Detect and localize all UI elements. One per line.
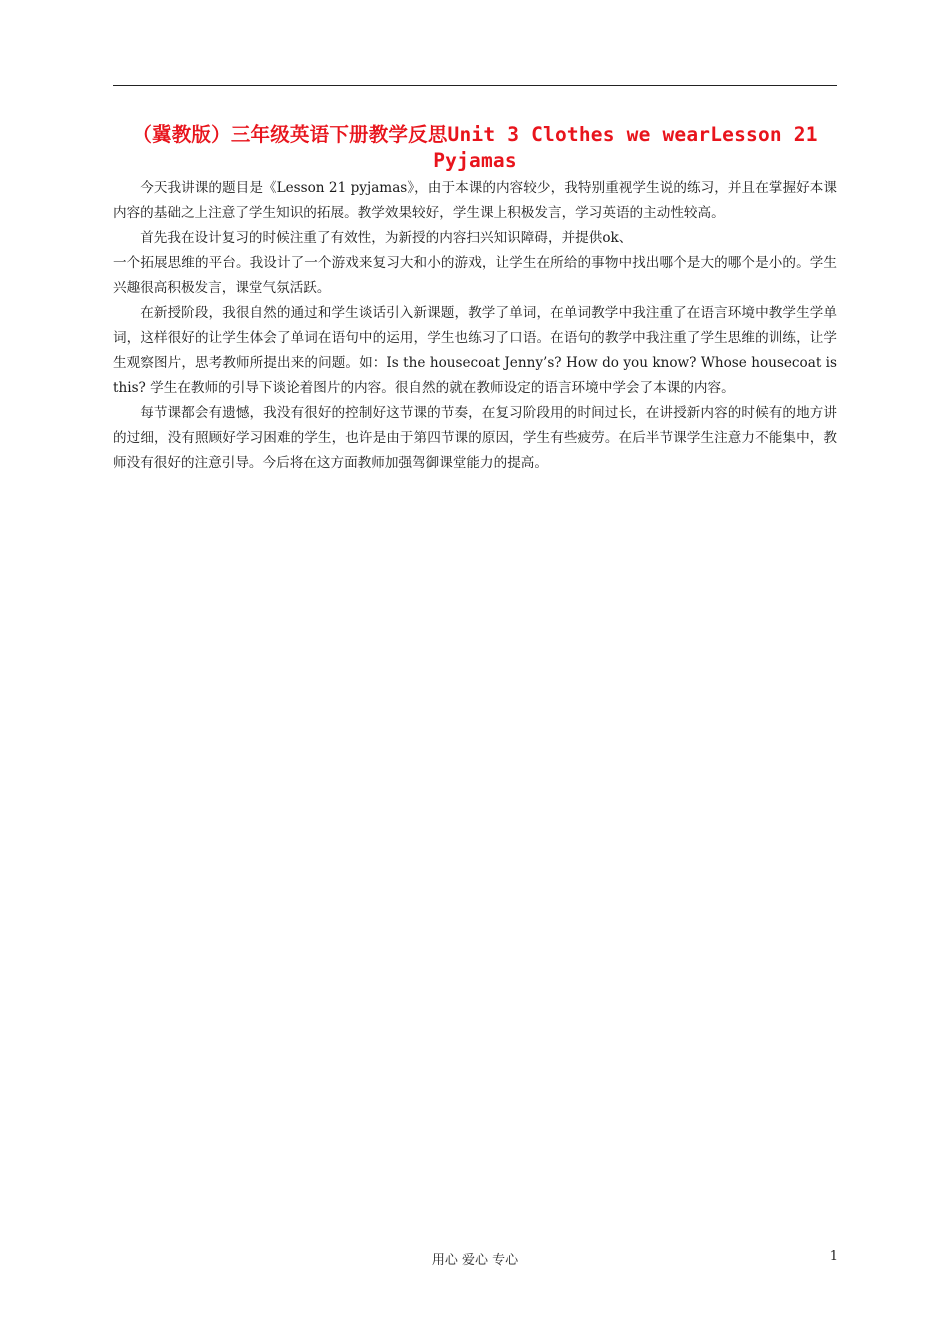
paragraph-1: 今天我讲课的题目是《Lesson 21 pyjamas》，由于本课的内容较少，我特别重视学生说的练习，并且在掌握好本课内容的基础之上注意了学生知识的拓展。教学效果较好，学生课上积极发言，学习英语的主动性较高。 bbox=[113, 180, 837, 221]
page-number: 1 bbox=[829, 1249, 838, 1264]
title-line-2: Pyjamas bbox=[433, 149, 517, 172]
title-line-1: （冀教版）三年级英语下册教学反思Unit 3 Clothes we wearLesson 21 bbox=[132, 123, 818, 146]
paragraph-5: 每节课都会有遗憾，我没有很好的控制好这节课的节奏，在复习阶段用的时间过长，在讲授新内容的时候有的地方讲的过细，没有照顾好学习困难的学生，也许是由于第四节课的原因，学生有些疲劳。在后半节课学生注意力不能集中，教师没有很好的注意引导。今后将在这方面教师加强驾御课堂能力的提高。 bbox=[113, 405, 837, 471]
paragraph-2: 首先我在设计复习的时候注重了有效性，为新授的内容扫兴知识障碍，并提供ok、 bbox=[140, 230, 633, 246]
header-rule bbox=[113, 85, 837, 86]
paragraph-4: 在新授阶段，我很自然的通过和学生谈话引入新课题，教学了单词，在单词教学中我注重了在语言环境中教学生学单词，这样很好的让学生体会了单词在语句中的运用，学生也练习了口语。在语句的教学中我注重了学生思维的训练，让学生观察图片，思考教师所提出来的问题。如：Is the housecoat Jenny’s? How do you know? Whose housecoat is this? 学生在教师的引导下谈论着图片的内容。很自然的就在教师设定的语言环境中学会了本课的内容。 bbox=[113, 305, 837, 396]
footer-motto: 用心 爱心 专心 bbox=[431, 1253, 519, 1268]
document-body bbox=[113, 176, 837, 476]
paragraph-3: 一个拓展思维的平台。我设计了一个游戏来复习大和小的游戏，让学生在所给的事物中找出哪个是大的哪个是小的。学生兴趣很高积极发言，课堂气氛活跃。 bbox=[113, 255, 837, 296]
document-title bbox=[113, 122, 837, 174]
